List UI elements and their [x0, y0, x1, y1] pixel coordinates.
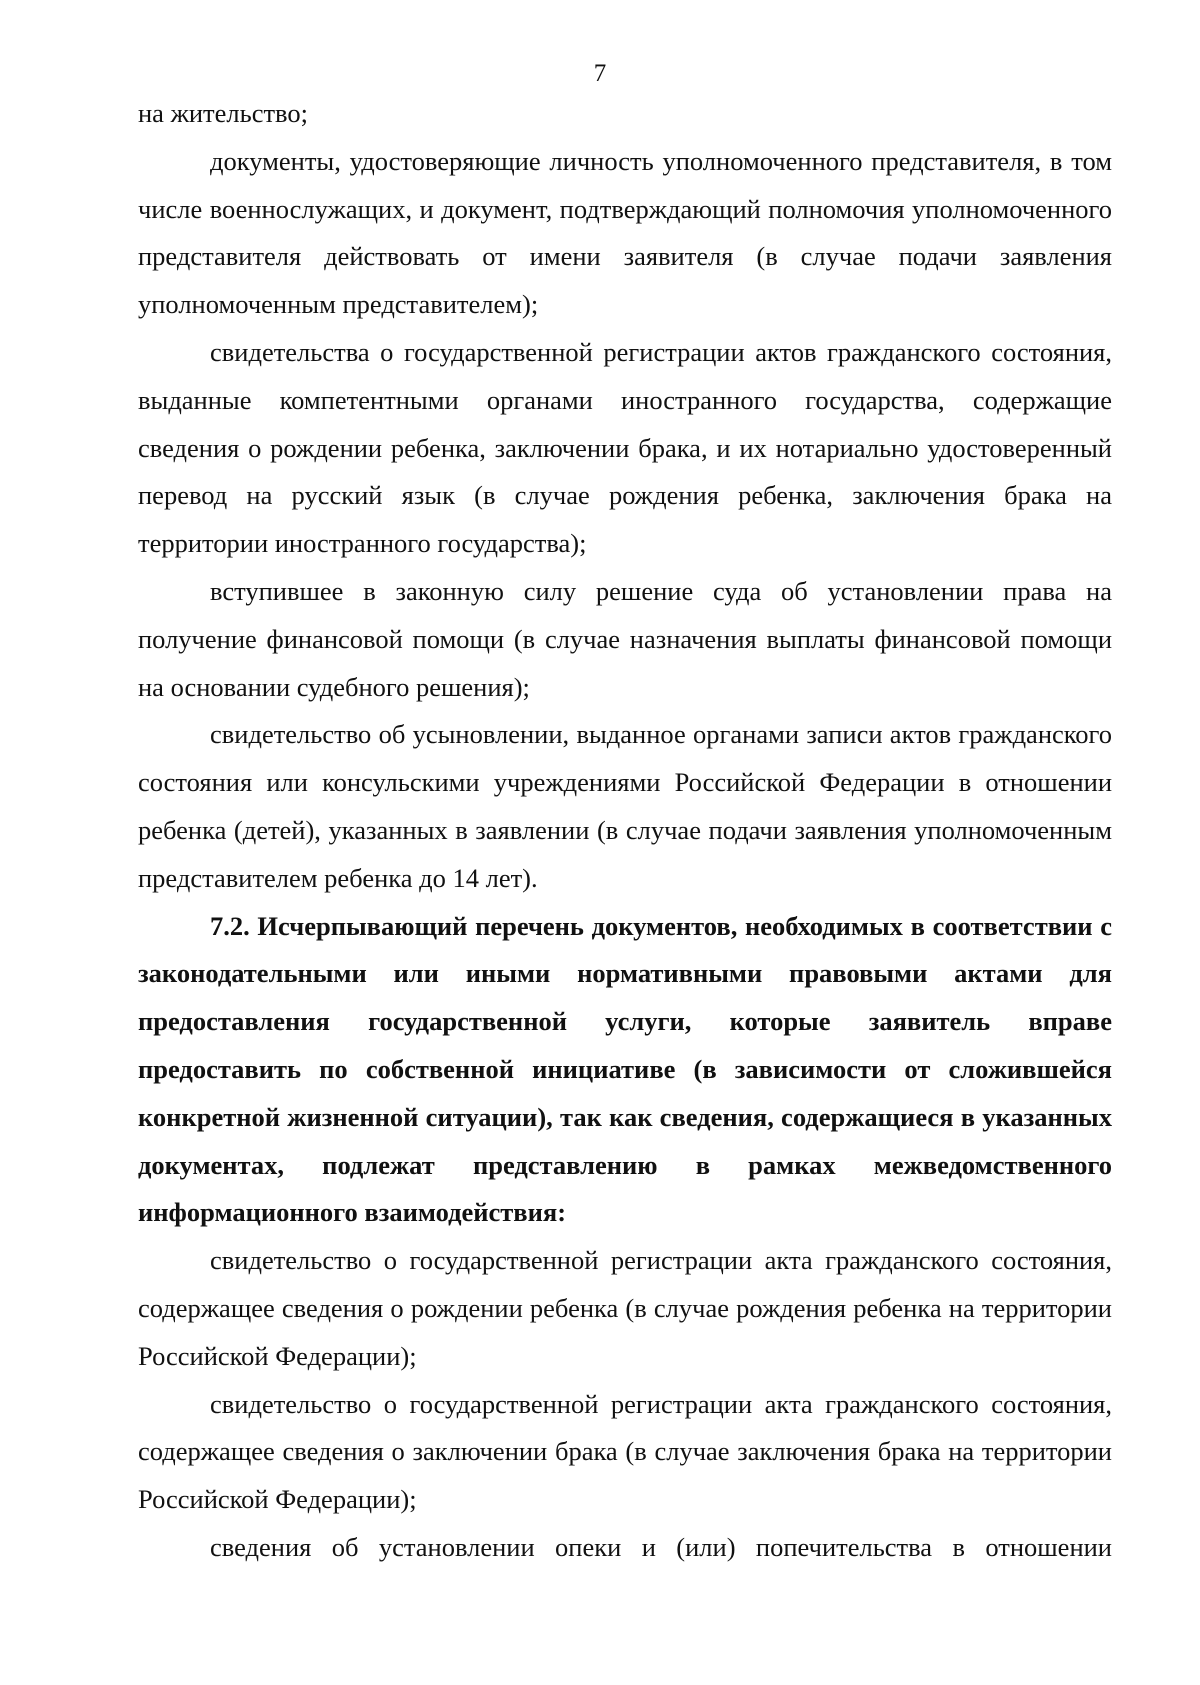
paragraph-adoption-certificate: свидетельство об усыновлении, выданное органами записи актов гражданского состояния или консульскими учреждениями Российской Федерации в отношении ребенка (детей), указанных в заявлении (в случае подачи заявления уполномоченным представителем ребенка до 14 лет).	[138, 719, 1112, 893]
document-body	[138, 90, 1112, 1572]
paragraph-foreign-certificates: свидетельства о государственной регистрации актов гражданского состояния, выданные компетентными органами иностранного государства, содержащие сведения о рождении ребенка, заключении брака, и их нотариально удостоверенный перевод на русский язык (в случае рождения ребенка, заключения брака на территории иностранного государства);	[138, 336, 1112, 559]
paragraph-court-decision: вступившее в законную силу решение суда об установлении права на получение финансовой помощи (в случае назначения выплаты финансовой помощи на основании судебного решения);	[138, 575, 1112, 702]
paragraph-guardianship: сведения об установлении опеки и (или) попечительства в отношении	[210, 1531, 1112, 1562]
paragraph-marriage-certificate: свидетельство о государственной регистрации акта гражданского состояния, содержащее сведения о заключении брака (в случае заключения брака на территории Российской Федерации);	[138, 1388, 1112, 1515]
page-number: 7	[593, 60, 607, 87]
section-heading-7-2: 7.2. Исчерпывающий перечень документов, необходимых в соответствии с законодательными или иными нормативными правовыми актами для предоставления государственной услуги, которые заявитель вправе предоставить по собственной инициативе (в зависимости от сложившейся конкретной жизненной ситуации), так как сведения, содержащиеся в указанных документах, подлежат представлению в рамках межведомственного информационного взаимодействия:	[138, 910, 1112, 1228]
paragraph-representative-documents: документы, удостоверяющие личность уполномоченного представителя, в том числе военнослужащих, и документ, подтверждающий полномочия уполномоченного представителя действовать от имени заявителя (в случае подачи заявления уполномоченным представителем);	[138, 145, 1112, 320]
paragraph-birth-certificate: свидетельство о государственной регистрации акта гражданского состояния, содержащее сведения о рождении ребенка (в случае рождения ребенка на территории Российской Федерации);	[138, 1245, 1112, 1371]
paragraph-continuation: на жительство;	[138, 98, 308, 128]
